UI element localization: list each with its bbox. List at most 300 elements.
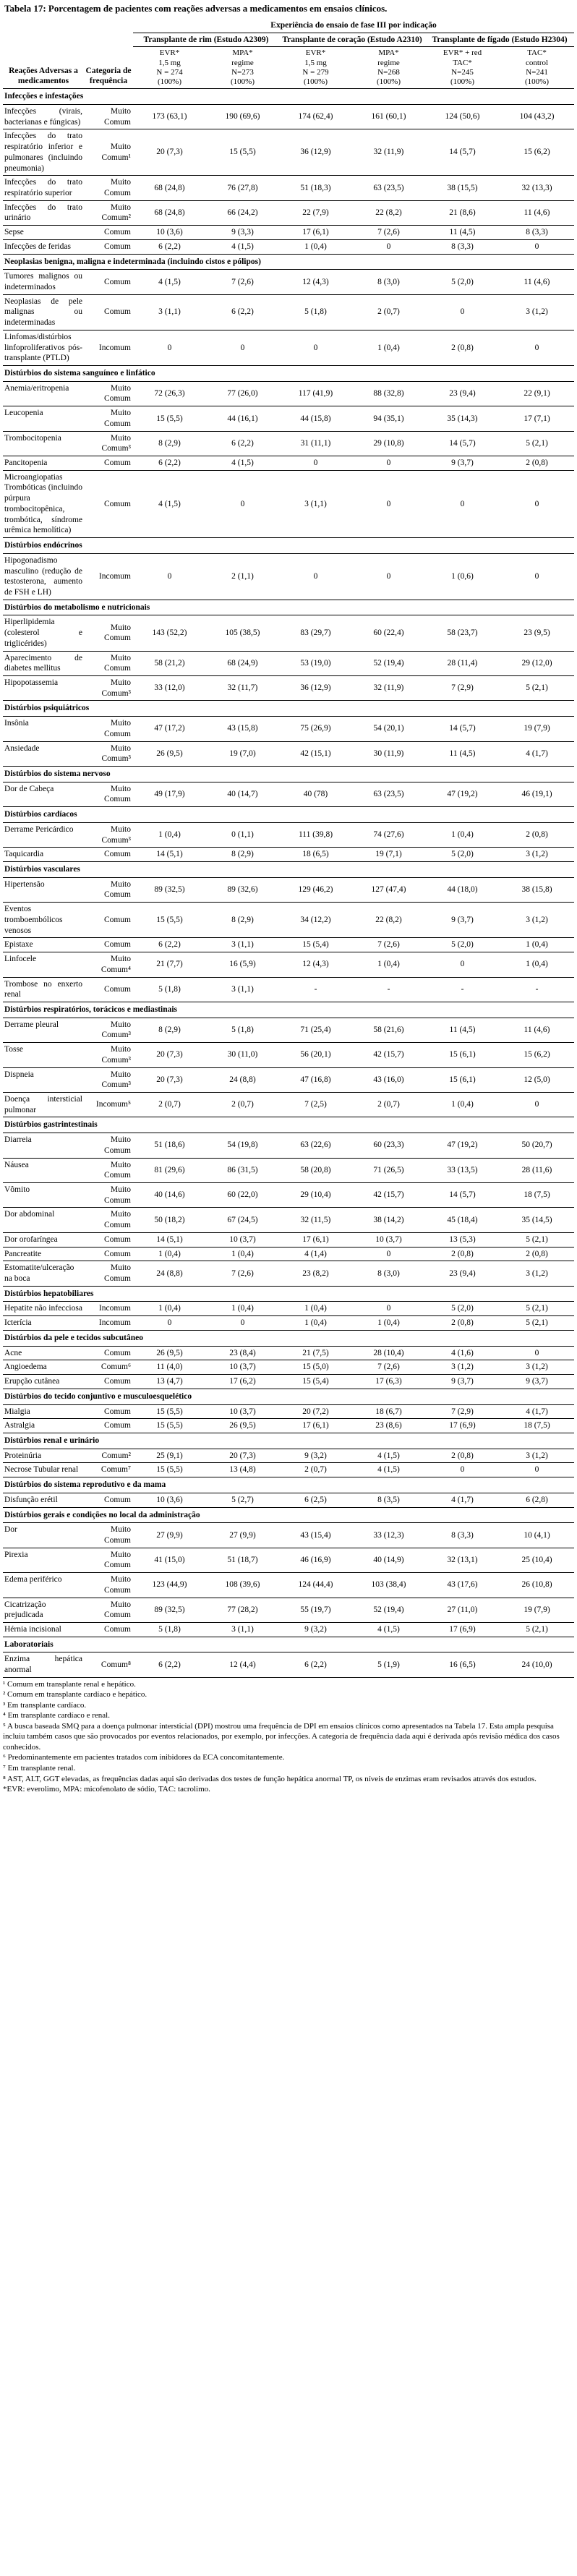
- header-group-heart: Transplante de coração (Estudo A2310): [279, 33, 425, 47]
- frequency-category: Muito Comum: [84, 782, 133, 806]
- value-cell: 67 (24,5): [206, 1208, 279, 1232]
- frequency-category: Muito Comum: [84, 1183, 133, 1208]
- value-cell: 124 (44,4): [279, 1573, 352, 1598]
- value-cell: 20 (7,3): [206, 1449, 279, 1463]
- value-cell: 8 (3,3): [425, 239, 500, 254]
- value-cell: 21 (7,7): [133, 952, 206, 977]
- section-row: [3, 701, 574, 717]
- value-cell: 0: [206, 330, 279, 365]
- value-cell: 15 (6,2): [500, 129, 574, 176]
- value-cell: 16 (5,9): [206, 952, 279, 977]
- table-row: [3, 977, 574, 1002]
- value-cell: 104 (43,2): [500, 104, 574, 129]
- value-cell: 22 (7,9): [279, 200, 352, 225]
- value-cell: 0: [425, 1463, 500, 1477]
- value-cell: 4 (1,5): [133, 470, 206, 537]
- value-cell: 18 (6,7): [352, 1404, 425, 1419]
- frequency-category: Muito Comum: [84, 176, 133, 200]
- value-cell: 5 (2,1): [500, 1316, 574, 1331]
- value-cell: 77 (26,0): [206, 381, 279, 406]
- section-header: Distúrbios da pele e tecidos subcutâneo: [3, 1330, 574, 1346]
- value-cell: 33 (12,0): [133, 675, 206, 700]
- value-cell: 5 (1,9): [352, 1652, 425, 1677]
- header-col-line: N=245: [451, 67, 474, 77]
- value-cell: 50 (20,7): [500, 1133, 574, 1158]
- value-cell: 1 (0,4): [352, 952, 425, 977]
- reaction-name: Trombocitopenia: [3, 431, 84, 456]
- table-row: [3, 1523, 574, 1548]
- value-cell: 71 (25,4): [279, 1018, 352, 1042]
- value-cell: 29 (12,0): [500, 651, 574, 675]
- value-cell: 6 (2,5): [279, 1493, 352, 1507]
- value-cell: 15 (5,0): [279, 1360, 352, 1375]
- table-row: [3, 1548, 574, 1572]
- value-cell: 8 (2,9): [133, 431, 206, 456]
- value-cell: 28 (11,6): [500, 1158, 574, 1182]
- frequency-category: Muito Comum: [84, 615, 133, 651]
- section-row: [3, 1637, 574, 1652]
- frequency-category: Muito Comum: [84, 1133, 133, 1158]
- value-cell: 3 (1,2): [500, 1261, 574, 1286]
- value-cell: 17 (7,1): [500, 406, 574, 431]
- value-cell: 94 (35,1): [352, 406, 425, 431]
- value-cell: 1 (0,4): [425, 1092, 500, 1117]
- value-cell: 2 (0,8): [425, 1316, 500, 1331]
- value-cell: 7 (2,6): [352, 226, 425, 240]
- frequency-category: Muito Comum¹: [84, 129, 133, 176]
- value-cell: 89 (32,5): [133, 1598, 206, 1622]
- section-header: Distúrbios do sistema nervoso: [3, 767, 574, 782]
- frequency-category: Comum: [84, 470, 133, 537]
- value-cell: 10 (3,7): [352, 1232, 425, 1247]
- value-cell: 8 (2,9): [206, 848, 279, 862]
- value-cell: 76 (27,8): [206, 176, 279, 200]
- value-cell: 2 (0,7): [206, 1092, 279, 1117]
- value-cell: 19 (7,0): [206, 741, 279, 766]
- footnotes: [3, 1679, 574, 1795]
- reaction-name: Proteinúria: [3, 1449, 84, 1463]
- value-cell: 16 (6,5): [425, 1652, 500, 1677]
- value-cell: 1 (0,4): [352, 1316, 425, 1331]
- frequency-category: Muito Comum: [84, 381, 133, 406]
- value-cell: 75 (26,9): [279, 717, 352, 741]
- value-cell: 0: [352, 1302, 425, 1316]
- value-cell: 1 (0,4): [500, 938, 574, 952]
- reaction-name: Eventos tromboembólicos venosos: [3, 903, 84, 938]
- section-row: [3, 1433, 574, 1449]
- section-header: Neoplasias benigna, maligna e indeterminada (incluindo cistos e pólipos): [3, 254, 574, 270]
- value-cell: 3 (1,1): [206, 938, 279, 952]
- value-cell: 2 (0,7): [279, 1463, 352, 1477]
- frequency-category: Muito Comum: [84, 717, 133, 741]
- value-cell: 1 (0,6): [425, 553, 500, 600]
- value-cell: 35 (14,5): [500, 1208, 574, 1232]
- table-row: [3, 1346, 574, 1360]
- reaction-name: Tumores malignos ou indeterminados: [3, 270, 84, 294]
- value-cell: 20 (7,2): [279, 1404, 352, 1419]
- value-cell: 8 (2,9): [206, 903, 279, 938]
- value-cell: 0: [500, 239, 574, 254]
- value-cell: 68 (24,8): [133, 176, 206, 200]
- frequency-category: Comum: [84, 239, 133, 254]
- table-row: [3, 938, 574, 952]
- footnote: ⁴ Em transplante cardíaco e renal.: [3, 1711, 110, 1720]
- value-cell: 1 (0,4): [279, 239, 352, 254]
- value-cell: 30 (11,0): [206, 1043, 279, 1067]
- table-title: Tabela 17: Porcentagem de pacientes com reações adversas a medicamentos em ensaios clínicos.: [4, 3, 388, 14]
- table-row: [3, 226, 574, 240]
- frequency-category: Muito Comum³: [84, 741, 133, 766]
- value-cell: 58 (20,8): [279, 1158, 352, 1182]
- value-cell: 0: [500, 1463, 574, 1477]
- value-cell: 27 (11,0): [425, 1598, 500, 1622]
- value-cell: 7 (2,5): [279, 1092, 352, 1117]
- value-cell: 6 (2,2): [133, 938, 206, 952]
- value-cell: 1 (0,4): [500, 952, 574, 977]
- section-row: [3, 1117, 574, 1133]
- section-header: Distúrbios do tecido conjuntivo e musculoesquelético: [3, 1389, 574, 1404]
- value-cell: 111 (39,8): [279, 822, 352, 847]
- section-row: [3, 1002, 574, 1018]
- header-col-line: 1,5 mg: [158, 58, 181, 67]
- value-cell: -: [425, 977, 500, 1002]
- value-cell: 0: [500, 553, 574, 600]
- value-cell: 28 (10,4): [352, 1346, 425, 1360]
- reaction-name: Ansiedade: [3, 741, 84, 766]
- value-cell: 4 (1,7): [500, 741, 574, 766]
- reaction-name: Hiperlipidemia (colesterol e triglicérides): [3, 615, 84, 651]
- value-cell: 0: [279, 553, 352, 600]
- value-cell: 9 (3,7): [425, 903, 500, 938]
- table-row: [3, 1463, 574, 1477]
- value-cell: 44 (18,0): [425, 877, 500, 902]
- value-cell: 52 (19,4): [352, 1598, 425, 1622]
- value-cell: -: [500, 977, 574, 1002]
- value-cell: 4 (1,5): [352, 1449, 425, 1463]
- table-row: [3, 822, 574, 847]
- value-cell: 108 (39,6): [206, 1573, 279, 1598]
- value-cell: 1 (0,4): [133, 822, 206, 847]
- header-col-line: MPA*: [378, 48, 399, 58]
- value-cell: 5 (2,0): [425, 938, 500, 952]
- value-cell: 40 (14,9): [352, 1548, 425, 1572]
- reaction-name: Infecções (virais, bacterianas e fúngicas): [3, 104, 84, 129]
- frequency-category: Muito Comum: [84, 1573, 133, 1598]
- value-cell: 43 (16,0): [352, 1067, 425, 1092]
- value-cell: 89 (32,6): [206, 877, 279, 902]
- header-col-4: [425, 47, 500, 89]
- value-cell: 0 (1,1): [206, 822, 279, 847]
- value-cell: 2 (0,8): [500, 456, 574, 471]
- value-cell: 24 (8,8): [133, 1261, 206, 1286]
- value-cell: 6 (2,2): [133, 239, 206, 254]
- reaction-name: Estomatite/ulceração na boca: [3, 1261, 84, 1286]
- value-cell: 15 (5,5): [133, 903, 206, 938]
- value-cell: 0: [352, 456, 425, 471]
- value-cell: 31 (11,1): [279, 431, 352, 456]
- section-header: Distúrbios respiratórios, torácicos e mediastinais: [3, 1002, 574, 1018]
- value-cell: 40 (78): [279, 782, 352, 806]
- value-cell: 36 (12,9): [279, 129, 352, 176]
- table-row: [3, 717, 574, 741]
- value-cell: 46 (16,9): [279, 1548, 352, 1572]
- value-cell: 13 (5,3): [425, 1232, 500, 1247]
- value-cell: 40 (14,7): [206, 782, 279, 806]
- value-cell: 89 (32,5): [133, 877, 206, 902]
- value-cell: 15 (5,4): [279, 1375, 352, 1389]
- value-cell: 44 (15,8): [279, 406, 352, 431]
- frequency-category: Muito Comum³: [84, 1043, 133, 1067]
- table-row: [3, 456, 574, 471]
- value-cell: 7 (2,9): [425, 675, 500, 700]
- value-cell: 77 (28,2): [206, 1598, 279, 1622]
- value-cell: 5 (2,1): [500, 675, 574, 700]
- value-cell: 3 (1,2): [500, 294, 574, 330]
- value-cell: 20 (7,3): [133, 129, 206, 176]
- section-row: [3, 1330, 574, 1346]
- value-cell: 5 (1,8): [133, 977, 206, 1002]
- frequency-category: Incomum: [84, 1302, 133, 1316]
- reaction-name: Trombose no enxerto renal: [3, 977, 84, 1002]
- table-row: [3, 431, 574, 456]
- value-cell: 0: [133, 1316, 206, 1331]
- header-col-line: (100%): [377, 77, 401, 86]
- value-cell: 26 (9,5): [133, 1346, 206, 1360]
- value-cell: 12 (5,0): [500, 1067, 574, 1092]
- reaction-name: Leucopenia: [3, 406, 84, 431]
- value-cell: 11 (4,6): [500, 200, 574, 225]
- value-cell: 0: [279, 456, 352, 471]
- value-cell: 23 (9,4): [425, 381, 500, 406]
- value-cell: 15 (6,1): [425, 1067, 500, 1092]
- value-cell: 0: [352, 239, 425, 254]
- table-row: [3, 1232, 574, 1247]
- table-row: [3, 1158, 574, 1182]
- value-cell: 63 (23,5): [352, 782, 425, 806]
- frequency-category: Muito Comum: [84, 1208, 133, 1232]
- section-row: [3, 538, 574, 554]
- value-cell: 43 (15,8): [206, 717, 279, 741]
- value-cell: 190 (69,6): [206, 104, 279, 129]
- reaction-name: Pirexia: [3, 1548, 84, 1572]
- value-cell: 3 (1,2): [500, 848, 574, 862]
- value-cell: 3 (1,1): [206, 977, 279, 1002]
- value-cell: 0: [500, 470, 574, 537]
- frequency-category: Comum: [84, 1375, 133, 1389]
- header-col-1: [206, 47, 279, 89]
- frequency-category: Comum: [84, 1247, 133, 1261]
- reaction-name: Angioedema: [3, 1360, 84, 1375]
- frequency-category: Muito Comum: [84, 406, 133, 431]
- value-cell: 0: [500, 1346, 574, 1360]
- value-cell: 23 (9,5): [500, 615, 574, 651]
- value-cell: 6 (2,2): [133, 1652, 206, 1677]
- value-cell: 63 (22,6): [279, 1133, 352, 1158]
- header-col-line: (100%): [525, 77, 550, 86]
- value-cell: 0: [206, 1316, 279, 1331]
- reaction-name: Náusea: [3, 1158, 84, 1182]
- frequency-category: Muito Comum⁴: [84, 952, 133, 977]
- value-cell: 23 (8,6): [352, 1419, 425, 1433]
- value-cell: 5 (2,1): [500, 1232, 574, 1247]
- value-cell: 3 (1,1): [206, 1623, 279, 1637]
- frequency-category: Muito Comum³: [84, 431, 133, 456]
- value-cell: 0: [352, 470, 425, 537]
- value-cell: 4 (1,5): [206, 456, 279, 471]
- reaction-name: Sepse: [3, 226, 84, 240]
- value-cell: 9 (3,7): [425, 456, 500, 471]
- value-cell: 7 (2,6): [206, 1261, 279, 1286]
- header-group-kidney: Transplante de rim (Estudo A2309): [133, 33, 279, 47]
- value-cell: 63 (23,5): [352, 176, 425, 200]
- section-row: [3, 862, 574, 878]
- value-cell: 4 (1,5): [352, 1623, 425, 1637]
- value-cell: 23 (8,2): [279, 1261, 352, 1286]
- section-row: [3, 1477, 574, 1493]
- value-cell: -: [279, 977, 352, 1002]
- value-cell: 15 (5,5): [133, 1404, 206, 1419]
- frequency-category: Comum⁷: [84, 1463, 133, 1477]
- section-row: [3, 600, 574, 615]
- value-cell: 25 (9,1): [133, 1449, 206, 1463]
- value-cell: 3 (1,1): [133, 294, 206, 330]
- value-cell: 88 (32,8): [352, 381, 425, 406]
- value-cell: 10 (3,6): [133, 226, 206, 240]
- value-cell: 14 (5,1): [133, 848, 206, 862]
- value-cell: 56 (20,1): [279, 1043, 352, 1067]
- value-cell: 12 (4,3): [279, 270, 352, 294]
- footnote: *EVR: everolimo, MPA: micofenolato de sódio, TAC: tacrolimo.: [3, 1785, 210, 1794]
- reaction-name: Doença intersticial pulmonar: [3, 1092, 84, 1117]
- frequency-category: Muito Comum: [84, 651, 133, 675]
- value-cell: 2 (0,8): [500, 822, 574, 847]
- value-cell: 2 (0,8): [500, 1247, 574, 1261]
- value-cell: 17 (6,1): [279, 1232, 352, 1247]
- header-col-0: [133, 47, 206, 89]
- reaction-name: Erupção cutânea: [3, 1375, 84, 1389]
- frequency-category: Incomum⁵: [84, 1092, 133, 1117]
- value-cell: 17 (6,3): [352, 1375, 425, 1389]
- table-row: [3, 877, 574, 902]
- reaction-name: Edema periférico: [3, 1573, 84, 1598]
- table-row: [3, 1360, 574, 1375]
- table-row: [3, 1449, 574, 1463]
- reaction-name: Dor de Cabeça: [3, 782, 84, 806]
- value-cell: 0: [425, 470, 500, 537]
- table-row: [3, 1183, 574, 1208]
- value-cell: 0: [133, 553, 206, 600]
- frequency-category: Incomum: [84, 330, 133, 365]
- header-col-5: [500, 47, 574, 89]
- value-cell: 32 (11,9): [352, 129, 425, 176]
- value-cell: 21 (7,5): [279, 1346, 352, 1360]
- reaction-name: Hipogonadismo masculino (redução de testosterona, aumento de FSH e LH): [3, 553, 84, 600]
- value-cell: 8 (3,3): [500, 226, 574, 240]
- frequency-category: Comum: [84, 1419, 133, 1433]
- value-cell: 5 (2,7): [206, 1493, 279, 1507]
- reaction-name: Dor: [3, 1523, 84, 1548]
- reaction-name: Hepatite não infecciosa: [3, 1302, 84, 1316]
- value-cell: 6 (2,2): [279, 1652, 352, 1677]
- section-row: [3, 254, 574, 270]
- reaction-name: Cicatrização prejudicada: [3, 1598, 84, 1622]
- frequency-category: Muito Comum: [84, 877, 133, 902]
- table-row: [3, 848, 574, 862]
- table-row: [3, 1419, 574, 1433]
- value-cell: 32 (13,3): [500, 176, 574, 200]
- section-row: [3, 807, 574, 823]
- value-cell: 2 (0,8): [425, 1449, 500, 1463]
- section-header: Distúrbios do sistema reprodutivo e da mama: [3, 1477, 574, 1493]
- value-cell: 11 (4,5): [425, 1018, 500, 1042]
- header-col-line: (100%): [450, 77, 474, 86]
- adverse-reactions-table: [3, 19, 574, 1678]
- header-frequency-label: Categoria de frequência: [84, 19, 133, 89]
- reaction-name: Aparecimento de diabetes mellitus: [3, 651, 84, 675]
- header-col-line: regime: [377, 58, 400, 67]
- reaction-name: Hérnia incisional: [3, 1623, 84, 1637]
- frequency-category: Comum⁸: [84, 1652, 133, 1677]
- reaction-name: Microangiopatias Trombóticas (incluindo púrpura trombocitopênica, trombótica, síndrome urêmica hemolítica): [3, 470, 84, 537]
- value-cell: 54 (19,8): [206, 1133, 279, 1158]
- value-cell: 27 (9,9): [133, 1523, 206, 1548]
- table-row: [3, 651, 574, 675]
- value-cell: 18 (7,5): [500, 1183, 574, 1208]
- value-cell: 42 (15,7): [352, 1043, 425, 1067]
- value-cell: 29 (10,8): [352, 431, 425, 456]
- footnote: ⁶ Predominantemente em pacientes tratados com inibidores da ECA concomitantemente.: [3, 1753, 285, 1762]
- reaction-name: Diarreia: [3, 1133, 84, 1158]
- reaction-name: Dispneia: [3, 1067, 84, 1092]
- table-row: [3, 294, 574, 330]
- header-group-liver: Transplante de fígado (Estudo H2304): [425, 33, 574, 47]
- reaction-name: Linfomas/distúrbios linfoproliferativos pós-transplante (PTLD): [3, 330, 84, 365]
- value-cell: 36 (12,9): [279, 675, 352, 700]
- table-row: [3, 176, 574, 200]
- value-cell: 33 (12,3): [352, 1523, 425, 1548]
- value-cell: 15 (5,5): [133, 406, 206, 431]
- header-col-line: regime: [231, 58, 254, 67]
- section-header: Distúrbios gastrintestinais: [3, 1117, 574, 1133]
- value-cell: 47 (16,8): [279, 1067, 352, 1092]
- reaction-name: Enzima hepática anormal: [3, 1652, 84, 1677]
- value-cell: 60 (22,0): [206, 1183, 279, 1208]
- value-cell: 17 (6,9): [425, 1419, 500, 1433]
- section-header: Laboratoriais: [3, 1637, 574, 1652]
- value-cell: 66 (24,2): [206, 200, 279, 225]
- value-cell: 26 (9,5): [206, 1419, 279, 1433]
- table-row: [3, 129, 574, 176]
- value-cell: 3 (1,2): [500, 903, 574, 938]
- value-cell: 32 (11,7): [206, 675, 279, 700]
- frequency-category: Comum: [84, 1346, 133, 1360]
- value-cell: 129 (46,2): [279, 877, 352, 902]
- value-cell: 161 (60,1): [352, 104, 425, 129]
- value-cell: -: [352, 977, 425, 1002]
- value-cell: 35 (14,3): [425, 406, 500, 431]
- value-cell: 15 (5,5): [133, 1419, 206, 1433]
- value-cell: 51 (18,7): [206, 1548, 279, 1572]
- frequency-category: Muito Comum³: [84, 822, 133, 847]
- reaction-name: Infecções de feridas: [3, 239, 84, 254]
- reaction-name: Tosse: [3, 1043, 84, 1067]
- value-cell: 17 (6,1): [279, 226, 352, 240]
- header-col-line: EVR* + red: [443, 48, 482, 58]
- value-cell: 5 (2,1): [500, 1302, 574, 1316]
- value-cell: 1 (0,4): [352, 330, 425, 365]
- section-row: [3, 1507, 574, 1523]
- header-col-line: N=241: [526, 67, 548, 77]
